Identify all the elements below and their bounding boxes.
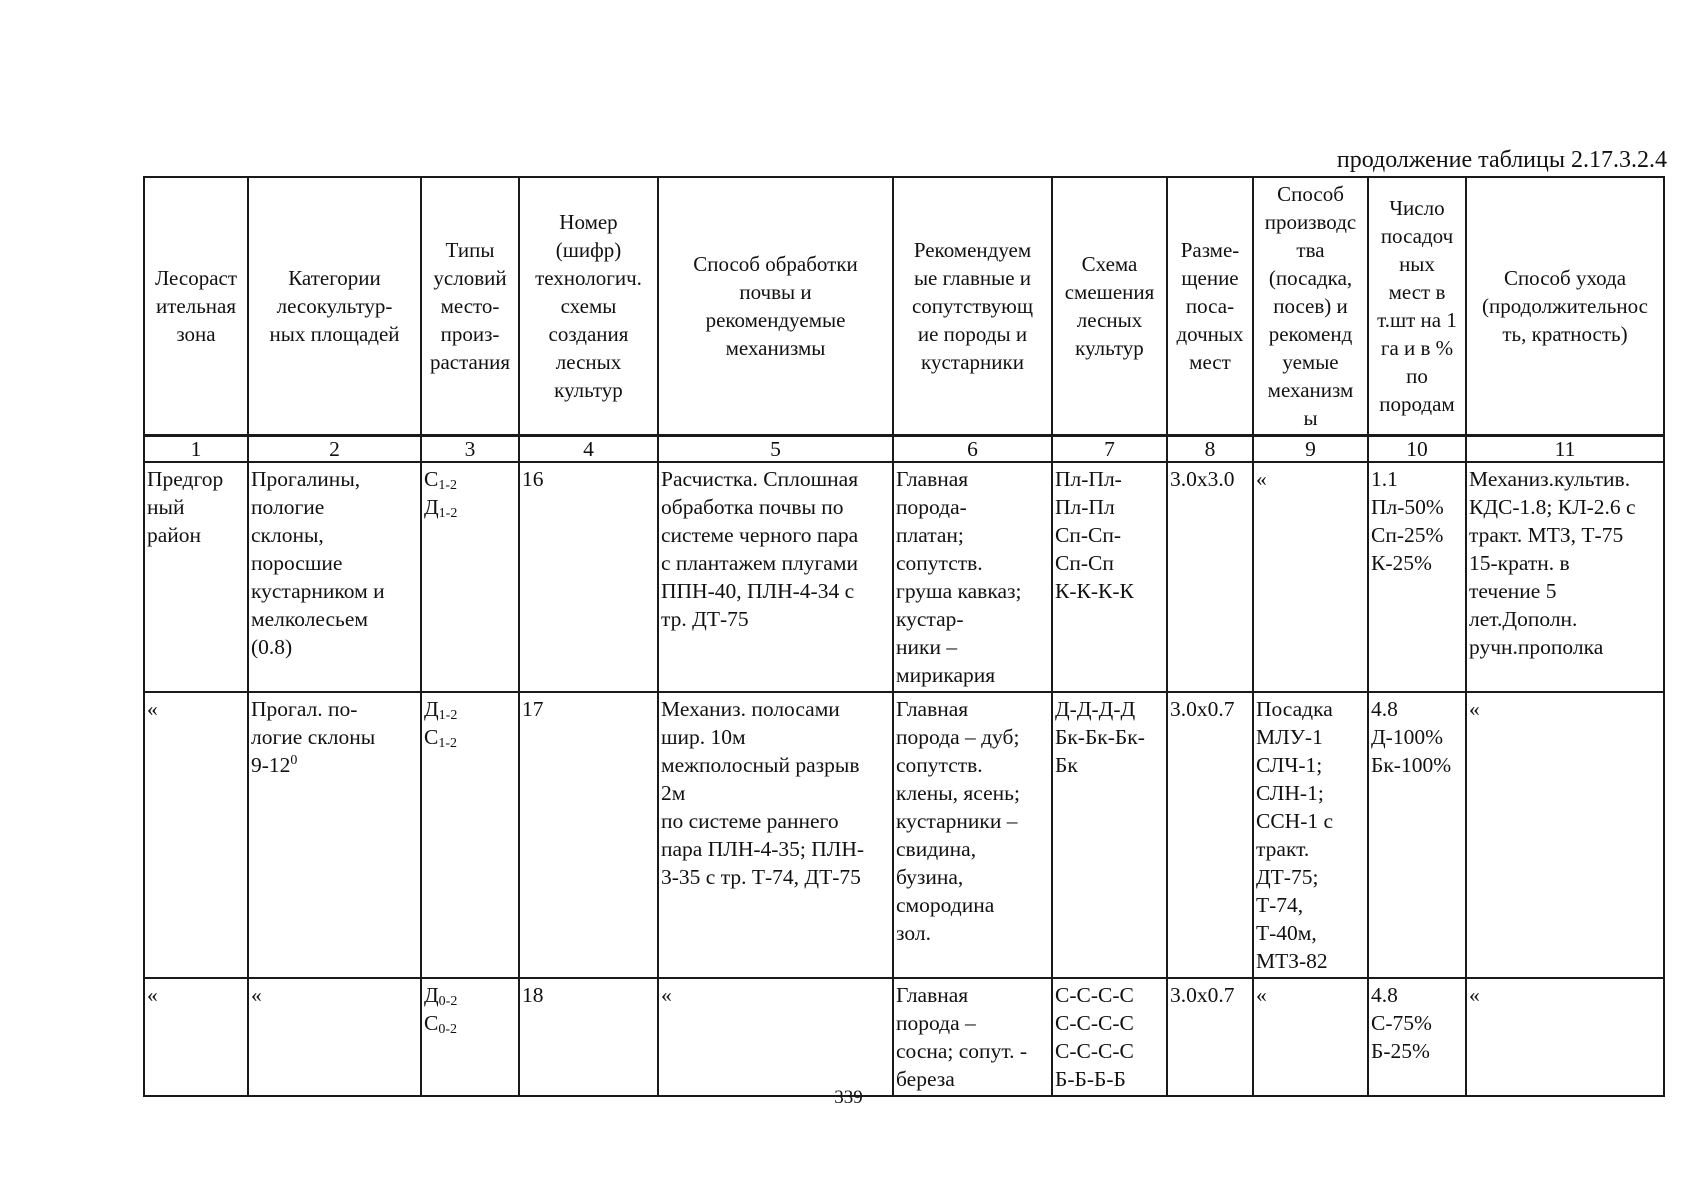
cell-soil: « [658, 978, 893, 1096]
cell-count: 4.8 Д-100% Бк-100% [1368, 692, 1466, 978]
cell-care: « [1466, 692, 1664, 978]
cell-category: Прогалины, пологие склоны, поросшие кустарником и мелколесьем (0.8) [248, 462, 421, 692]
column-number: 2 [248, 436, 421, 463]
cell-method: Посадка МЛУ-1 СЛЧ-1; СЛН-1; ССН-1 с тракт. ДТ-75; Т-74, Т-40м, МТЗ-82 [1253, 692, 1368, 978]
header-cell-method: Способ производс тва (посадка, посев) и рекоменд уемые механизм ы [1253, 177, 1368, 436]
cell-placement: 3.0x3.0 [1167, 462, 1253, 692]
header-cell-number: Номер (шифр) технологич. схемы создания лесных культур [519, 177, 658, 436]
header-cell-count: Число посадоч ных мест в т.шт на 1 га и в % по породам [1368, 177, 1466, 436]
cell-category: « [248, 978, 421, 1096]
cell-scheme: С-С-С-С С-С-С-С С-С-С-С Б-Б-Б-Б [1052, 978, 1167, 1096]
column-number: 11 [1466, 436, 1664, 463]
cell-types [421, 462, 519, 692]
cell-count: 4.8 С-75% Б-25% [1368, 978, 1466, 1096]
column-number: 4 [519, 436, 658, 463]
cell-number: 18 [519, 978, 658, 1096]
type-code: $С_{1-2}$ [424, 467, 458, 493]
header-cell-soil: Способ обработки почвы и рекомендуемые механизмы [658, 177, 893, 436]
cell-soil: Расчистка. Сплошная обработка почвы по системе черного пара с плантажем плугами ППН-40, ПЛН-4-34 с тр. ДТ-75 [658, 462, 893, 692]
cell-count: 1.1 Пл-50% Сп-25% К-25% [1368, 462, 1466, 692]
column-number: 10 [1368, 436, 1466, 463]
cell-scheme: Д-Д-Д-Д Бк-Бк-Бк- Бк [1052, 692, 1167, 978]
cell-zone: « [144, 692, 248, 978]
forest-culture-table [143, 176, 1665, 1097]
cell-species: Главная порода – сосна; сопут. - береза [893, 978, 1052, 1096]
page-number: 339 [834, 1087, 863, 1108]
column-number: 5 [658, 436, 893, 463]
cell-method: « [1253, 978, 1368, 1096]
type-code: $С_{1-2}$ [424, 725, 458, 751]
cell-species: Главная порода – дуб; сопутств. клены, ясень; кустарники – свидина, бузина, смородина зол. [893, 692, 1052, 978]
cell-types [421, 692, 519, 978]
cell-scheme: Пл-Пл- Пл-Пл Сп-Сп- Сп-Сп К-К-К-К [1052, 462, 1167, 692]
cell-number: 16 [519, 462, 658, 692]
column-number: 9 [1253, 436, 1368, 463]
table-row [144, 978, 1664, 1096]
header-cell-types: Типы условий место- произ- растания [421, 177, 519, 436]
table-caption: продолжение таблицы 2.17.3.2.4 [1336, 147, 1667, 173]
cell-soil: Механиз. полосами шир. 10м межполосный разрыв 2м по системе раннего пара ПЛН-4-35; ПЛН- 3-35 с тр. Т-74, ДТ-75 [658, 692, 893, 978]
type-code: $Д_{1-2}$ [424, 697, 458, 723]
cell-care: Механиз.культив. КДС-1.8; КЛ-2.6 с тракт. МТЗ, Т-75 15-кратн. в течение 5 лет.Дополн. ручн.прополка [1466, 462, 1664, 692]
type-code: $Д_{1-2}$ [424, 495, 458, 521]
cell-placement: 3.0x0.7 [1167, 692, 1253, 978]
type-code: $С_{0-2}$ [424, 1011, 458, 1037]
column-number: 1 [144, 436, 248, 463]
column-number-row [144, 436, 1664, 463]
cell-method: « [1253, 462, 1368, 692]
cell-zone: « [144, 978, 248, 1096]
cell-species: Главная порода- платан; сопутств. груша кавказ; кустар- ники – мирикария [893, 462, 1052, 692]
header-row [144, 177, 1664, 436]
column-number: 3 [421, 436, 519, 463]
header-cell-placement: Разме- щение поса- дочных мест [1167, 177, 1253, 436]
header-cell-scheme: Схема смешения лесных культур [1052, 177, 1167, 436]
cell-care: « [1466, 978, 1664, 1096]
type-code: $Д_{0-2}$ [424, 983, 458, 1009]
cell-category: Прогал. по- логие склоны $9-12^0$ [248, 692, 421, 978]
header-cell-zone: Лесораст ительная зона [144, 177, 248, 436]
cell-number: 17 [519, 692, 658, 978]
header-cell-species: Рекомендуем ые главные и сопутствующ ие породы и кустарники [893, 177, 1052, 436]
cell-zone: Предгор ный район [144, 462, 248, 692]
header-cell-category: Категории лесокультур- ных площадей [248, 177, 421, 436]
cell-placement: 3.0x0.7 [1167, 978, 1253, 1096]
table-row [144, 462, 1664, 692]
table-row [144, 692, 1664, 978]
column-number: 8 [1167, 436, 1253, 463]
column-number: 7 [1052, 436, 1167, 463]
header-cell-care: Способ ухода (продолжительнос ть, кратность) [1466, 177, 1664, 436]
column-number: 6 [893, 436, 1052, 463]
cell-types [421, 978, 519, 1096]
